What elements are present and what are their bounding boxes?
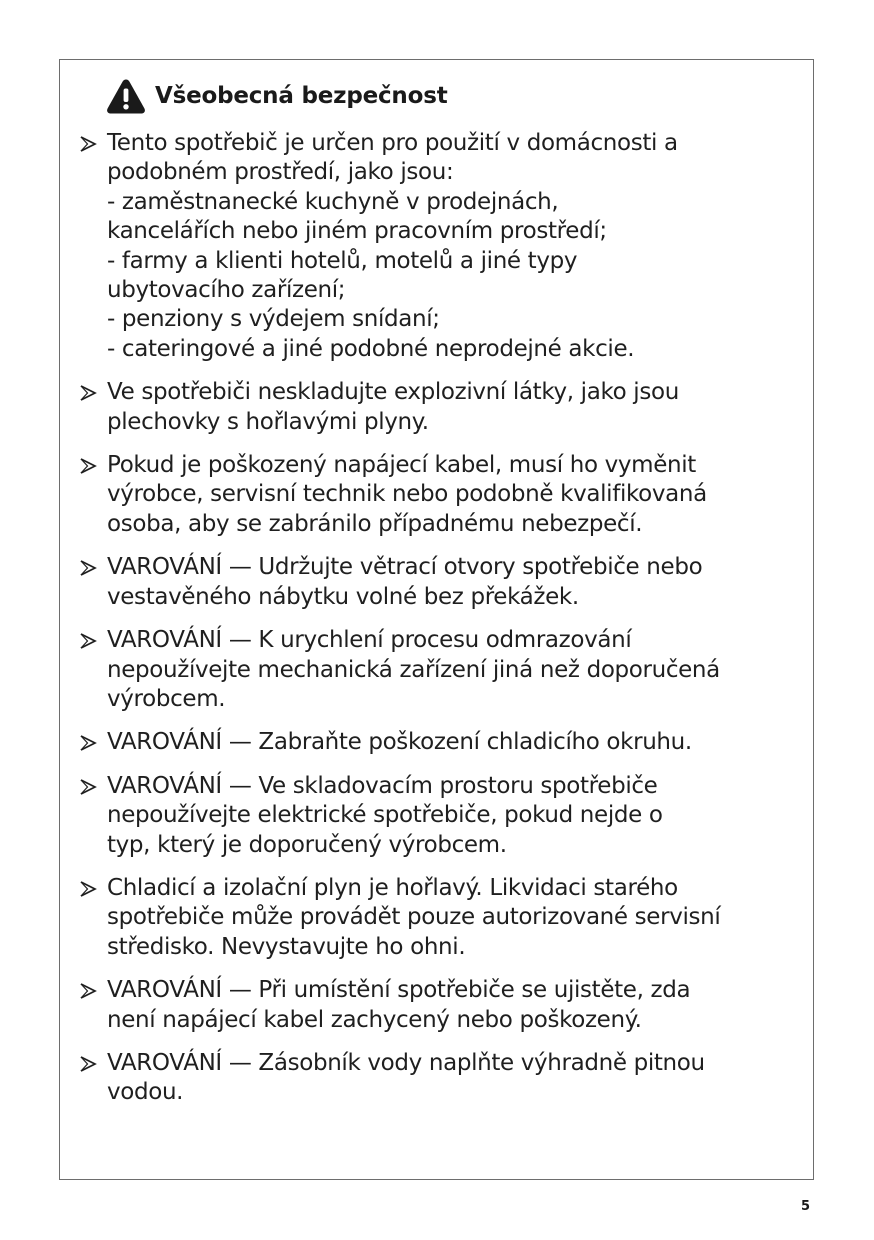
warning-triangle-icon — [106, 77, 146, 115]
list-item — [78, 1049, 798, 1108]
arrow-bullet-icon — [78, 632, 98, 650]
list-item — [78, 129, 798, 364]
arrow-bullet-icon — [78, 734, 98, 752]
arrow-bullet-icon — [78, 982, 98, 1000]
item-line: vestavěného nábytku volné bez překážek. — [107, 583, 579, 610]
item-line: VAROVÁNÍ — Udržujte větrací otvory spotřebiče nebo — [107, 554, 703, 581]
item-line: Ve spotřebiči neskladujte explozivní látky, jako jsou — [107, 379, 679, 406]
item-line: VAROVÁNÍ — Zásobník vody naplňte výhradně pitnou — [107, 1049, 705, 1076]
arrow-bullet-icon — [78, 457, 98, 475]
list-item — [78, 378, 798, 437]
item-line: středisko. Nevystavujte ho ohni. — [107, 933, 466, 960]
list-item — [78, 553, 798, 612]
item-line: nepoužívejte elektrické spotřebiče, pokud nejde o — [107, 802, 663, 829]
item-line: VAROVÁNÍ — Zabraňte poškození chladicího okruhu. — [107, 729, 692, 756]
arrow-bullet-icon — [78, 384, 98, 402]
item-line: plechovky s hořlavými plyny. — [107, 408, 429, 435]
section-heading — [106, 74, 448, 118]
arrow-bullet-icon — [78, 1055, 98, 1073]
item-line: Pokud je poškozený napájecí kabel, musí ho vyměnit — [107, 452, 696, 479]
arrow-bullet-icon — [78, 778, 98, 796]
arrow-bullet-icon — [78, 559, 98, 577]
item-line: výrobce, servisní technik nebo podobně kvalifikovaná — [107, 481, 707, 508]
item-line: typ, který je doporučený výrobcem. — [107, 831, 507, 858]
arrow-bullet-icon — [78, 880, 98, 898]
item-line: vodou. — [107, 1079, 184, 1106]
list-item — [78, 874, 798, 962]
item-line: Chladicí a izolační plyn je hořlavý. Likvidaci starého — [107, 874, 678, 901]
item-line: Tento spotřebič je určen pro použití v domácnosti a — [107, 130, 678, 156]
item-line: - cateringové a jiné podobné neprodejné akcie. — [107, 335, 635, 362]
item-line: kancelářích nebo jiném pracovním prostředí; — [107, 218, 607, 245]
item-line: podobném prostředí, jako jsou: — [107, 159, 454, 186]
item-line: - farmy a klienti hotelů, motelů a jiné typy — [107, 247, 578, 274]
item-line: VAROVÁNÍ — Ve skladovacím prostoru spotřebiče — [107, 772, 658, 799]
safety-list — [78, 129, 798, 1122]
arrow-bullet-icon — [78, 135, 98, 153]
item-line: - zaměstnanecké kuchyně v prodejnách, — [107, 188, 559, 215]
item-line: osoba, aby se zabránilo případnému nebezpečí. — [107, 510, 643, 537]
item-line: ubytovacího zařízení; — [107, 277, 346, 304]
section-title: Všeobecná bezpečnost — [155, 83, 448, 109]
list-item — [78, 451, 798, 539]
list-item — [78, 976, 798, 1035]
item-line: není napájecí kabel zachycený nebo poškozený. — [107, 1006, 642, 1033]
item-line: spotřebiče může provádět pouze autorizované servisní — [107, 904, 721, 931]
item-line: VAROVÁNÍ — K urychlení procesu odmrazování — [107, 627, 632, 654]
list-item — [78, 626, 798, 714]
item-line: nepoužívejte mechanická zařízení jiná než doporučená — [107, 656, 720, 683]
list-item — [78, 728, 798, 757]
item-line: výrobcem. — [107, 685, 226, 712]
item-line: VAROVÁNÍ — Při umístění spotřebiče se ujistěte, zda — [107, 977, 691, 1004]
page-number: 5 — [801, 1199, 811, 1214]
item-line: - penziony s výdejem snídaní; — [107, 306, 440, 333]
list-item — [78, 772, 798, 860]
